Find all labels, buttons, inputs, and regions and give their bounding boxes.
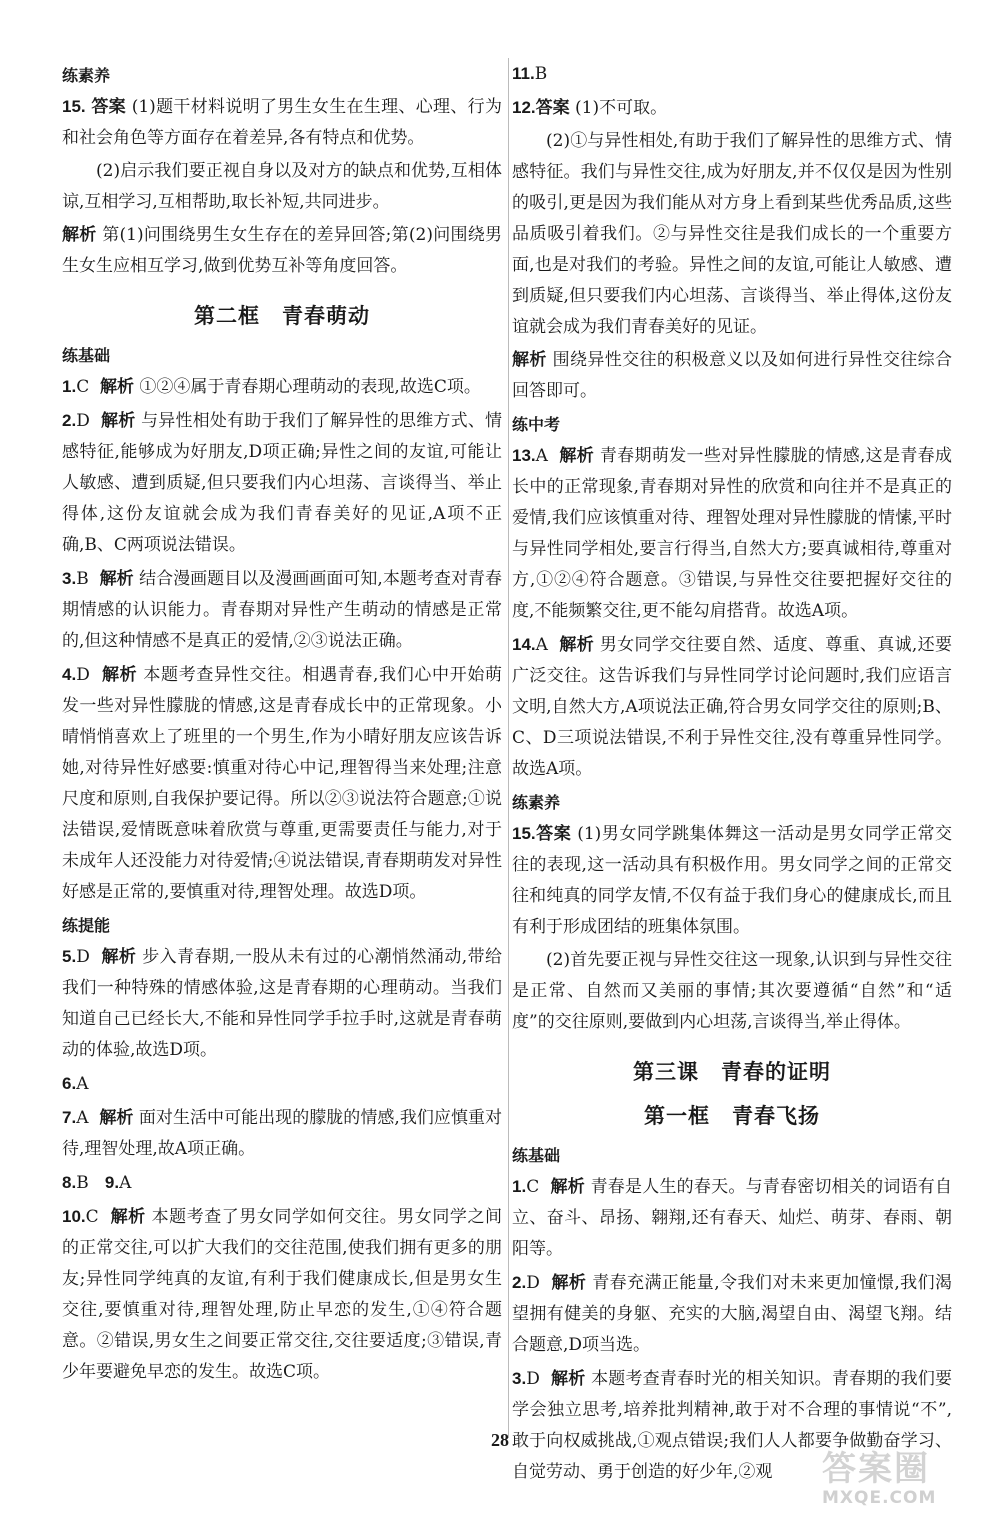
section-label: 练素养 (512, 793, 561, 812)
question-14: 14.A 解析 男女同学交往要自然、适度、尊重、真诚,还要广泛交往。这告诉我们与异性同学讨论问题时,我们应语言文明,自然大方,A项说法正确,符合男女同学交往的原则;B、C、D三项说法错误,不利于异性交往,没有尊重异性同学。故选A项。 (512, 635, 953, 779)
section-label: 练基础 (512, 1146, 561, 1165)
question-3: 3.D 解析 本题考查青春时光的相关知识。青春期的我们要学会独立思考,培养批判精神,敢于对不合理的事情说“不”,敢于向权威挑战,①观点错误;我们人人都要争做勤奋学习、自觉劳动、勇于创造的好少年,②观 (512, 1369, 953, 1482)
analysis: 解析 第(1)问围绕男生女生存在的差异回答;第(2)问围绕男生女生应相互学习,做到优势互补等角度回答。 (62, 225, 503, 276)
question-5: 5.D 解析 步入青春期,一股从未有过的心潮悄然涌动,带给我们一种特殊的情感体验,这是青春期的心理萌动。当我们知道自己已经长大,不能和异性同学手拉手时,这就是青春萌动的体验,故选D项。 (62, 947, 503, 1060)
question-12: 12.答案 (1)不可取。 (512, 98, 668, 118)
section-label: 练提能 (62, 916, 111, 935)
question-11: 11.B (512, 64, 548, 84)
answer-part-2: (2)启示我们要正视自身以及对方的缺点和优势,互相体谅,互相学习,互相帮助,取长补短,共同进步。 (62, 161, 502, 212)
analysis: 解析 围绕异性交往的积极意义以及如何进行异性交往综合回答即可。 (512, 350, 953, 401)
section-label: 练中考 (512, 415, 561, 434)
question-1: 1.C 解析 青春是人生的春天。与青春密切相关的词语有自立、奋斗、昂扬、翱翔,还有春天、灿烂、萌芽、春雨、朝阳等。 (512, 1177, 953, 1259)
question-13: 13.A 解析 青春期萌发一些对异性朦胧的情感,这是青春成长中的正常现象,青春期对异性的欣赏和向往并不是真正的爱情,我们应该慎重对待、理智处理对异性朦胧的情愫,平时与异性同学相处,要言行得当,自然大方;要真诚相待,尊重对方,①②④符合题意。③错误,与异性交往要把握好交往的度,不能频繁交往,更不能勾肩搭背。故选A项。 (512, 446, 953, 621)
question-4: 4.D 解析 本题考查异性交往。相遇青春,我们心中开始萌发一些对异性朦胧的情感,这是青春成长中的正常现象。小晴悄悄喜欢上了班里的一个男生,作为小晴好朋友应该告诉她,对待异性好感要:慎重对待心中记,理智得当来处理;注意尺度和原则,自我保护要记得。所以②③说法符合题意;①说法错误,爱情既意味着欣赏与尊重,更需要责任与能力,对于未成年人还没能力对待爱情;④说法错误,青春期萌发对异性好感是正常的,要慎重对待,理智处理。故选D项。 (62, 665, 503, 902)
watermark-logo: 答案圈 (822, 1449, 930, 1489)
watermark (822, 1450, 972, 1512)
section-title: 第一框 青春飞扬 (644, 1104, 820, 1128)
column-divider (508, 58, 509, 1438)
question-2: 2.D 解析 与异性相处有助于我们了解异性的思维方式、情感特征,能够成为好朋友,D项正确;异性之间的友谊,可能让人敏感、遭到质疑,但只要我们内心坦荡、言谈得当、举止得体,这份友谊就会成为我们青春美好的见证,A项不正确,B、C两项说法错误。 (62, 411, 503, 555)
lesson-title: 第三课 青春的证明 (633, 1060, 831, 1084)
watermark-url: MXQE.COM (822, 1488, 937, 1508)
section-label: 练基础 (62, 346, 111, 365)
answer-part-2: (2)①与异性相处,有助于我们了解异性的思维方式、情感特征。我们与异性交往,成为好朋友,并不仅仅是因为性别的吸引,更是因为我们能从对方身上看到某些优秀品质,这些品质吸引着我们。②与异性交往是我们成长的一个重要方面,也是对我们的考验。异性之间的友谊,可能让人敏感、遭到质疑,但只要我们内心坦荡、言谈得当、举止得体,这份友谊就会成为我们青春美好的见证。 (512, 131, 952, 337)
answer-part-2: (2)首先要正视与异性交往这一现象,认识到与异性交往是正常、自然而又美丽的事情;其次要遵循“自然”和“适度”的交往原则,要做到内心坦荡,言谈得当,举止得体。 (512, 950, 952, 1032)
page-number: 28 (491, 1430, 509, 1450)
question-2: 2.D 解析 青春充满正能量,令我们对未来更加憧憬,我们渴望拥有健美的身躯、充实的大脑,渴望自由、渴望飞翔。结合题意,D项当选。 (512, 1273, 953, 1355)
section-title: 第二框 青春萌动 (194, 304, 370, 328)
question-6: 6.A (62, 1074, 89, 1094)
question-1: 1.C 解析 ①②④属于青春期心理萌动的表现,故选C项。 (62, 377, 481, 397)
question-8-9: 8.B 9.A (62, 1173, 132, 1193)
question-10: 10.C 解析 本题考查了男女同学如何交往。男女同学之间的正常交往,可以扩大我们的交往范围,使我们拥有更多的朋友;异性同学纯真的友谊,有利于我们健康成长,但是男女生交往,要慎重对待,理智处理,防止早恋的发生,①④符合题意。②错误,男女生之间要正常交往,交往要适度;③错误,青少年要避免早恋的发生。故选C项。 (62, 1207, 502, 1382)
left-column (62, 58, 502, 1390)
question-7: 7.A 解析 面对生活中可能出现的朦胧的情感,我们应慎重对待,理智处理,故A项正确。 (62, 1108, 503, 1159)
right-column (512, 58, 952, 1490)
question-15: 15. 答案 (1)题干材料说明了男生女生在生理、心理、行为和社会角色等方面存在着差异,各有特点和优势。 (62, 97, 502, 148)
question-15: 15.答案 (1)男女同学跳集体舞这一活动是男女同学正常交往的表现,这一活动具有积极作用。男女同学之间的正常交往和纯真的同学友情,不仅有益于我们身心的健康成长,而且有利于形成团结的班集体氛围。 (512, 824, 952, 937)
question-3: 3.B 解析 结合漫画题目以及漫画画面可知,本题考查对青春期情感的认识能力。青春期对异性产生萌动的情感是正常的,但这种情感不是真正的爱情,②③说法正确。 (62, 569, 503, 651)
section-label: 练素养 (62, 66, 111, 85)
